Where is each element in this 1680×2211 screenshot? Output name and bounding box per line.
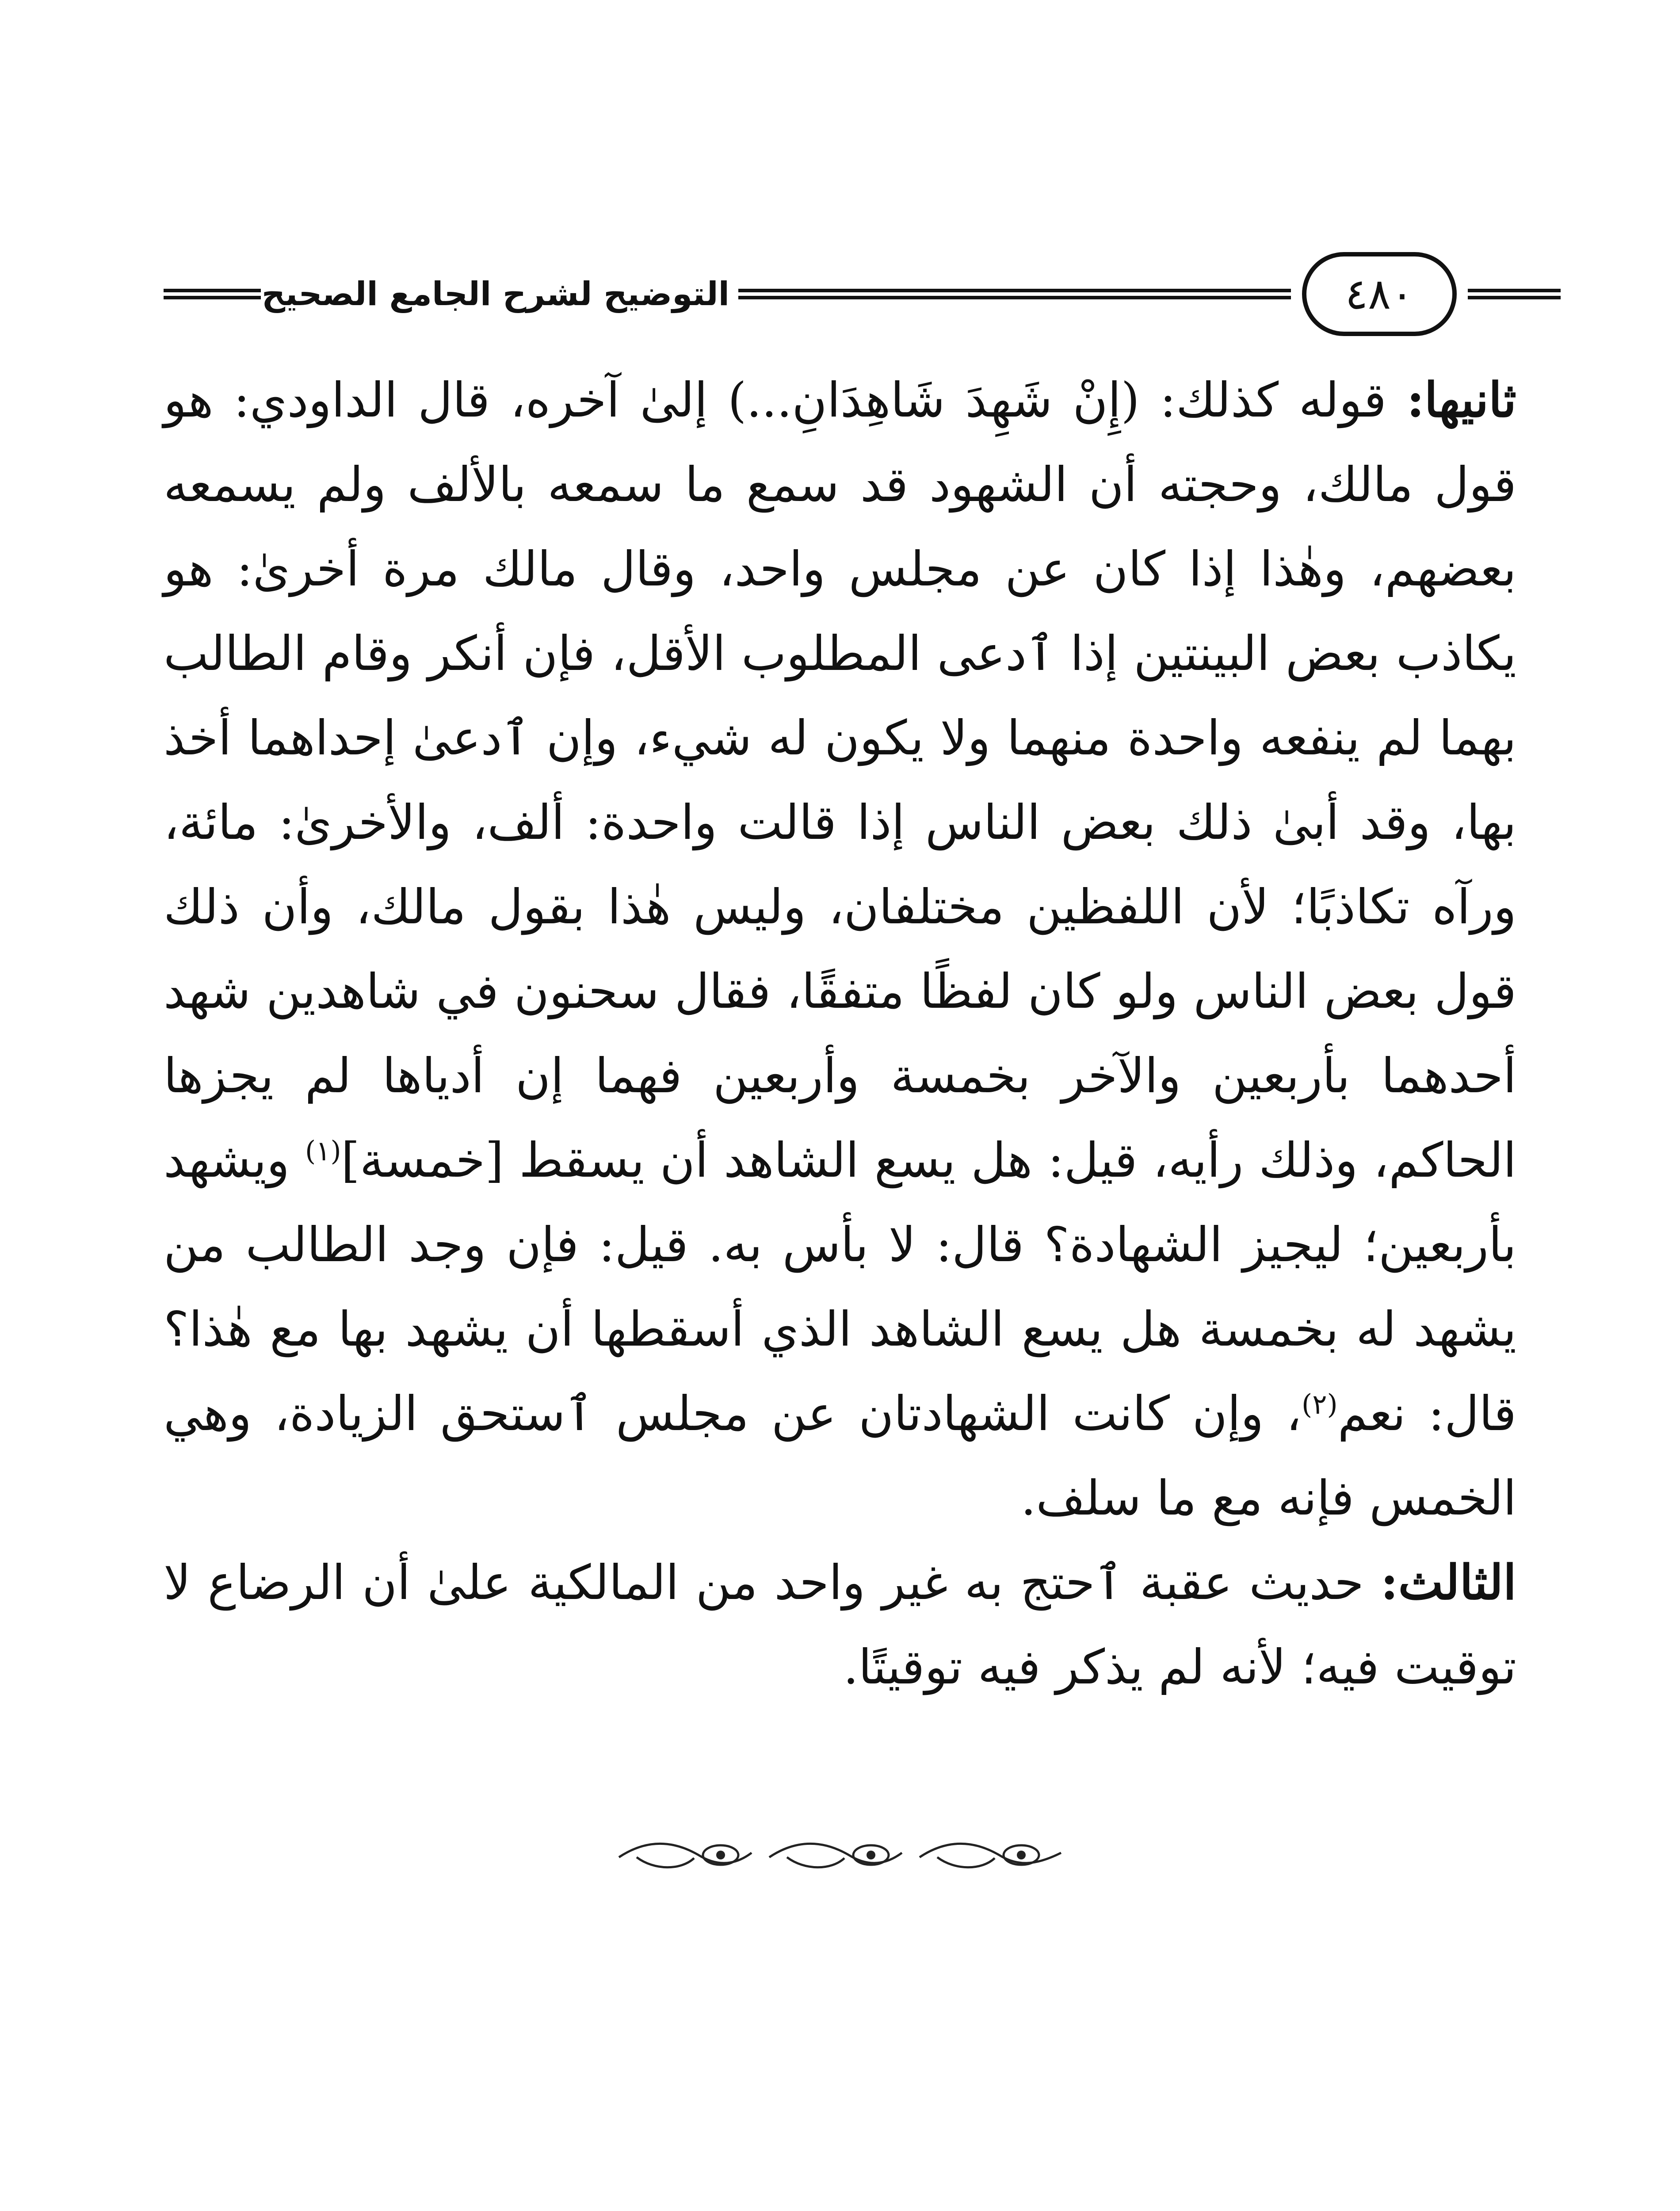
header-rule-left <box>164 289 261 299</box>
main-text <box>164 358 1516 1710</box>
page-header <box>164 252 1561 336</box>
paragraph-second <box>164 358 1516 1541</box>
running-title: التوضيح لشرح الجامع الصحيح <box>261 275 729 313</box>
floral-divider-icon <box>610 1831 1070 1879</box>
header-rule-right <box>1468 289 1561 299</box>
paragraph-text: حديث عقبة ٱحتج به غير واحد من المالكية علىٰ أن الرضاع لا توقيت فيه؛ لأنه لم يذكر فيه توقيتًا. <box>164 1555 1516 1695</box>
paragraph-text-end: ، وإن كانت الشهادتان عن مجلس ٱستحق الزيادة، وهي الخمس فإنه مع ما سلف. <box>164 1386 1516 1526</box>
page-number: ٤٨٠ <box>1302 252 1457 336</box>
footnote-ref-2: (٢) <box>1301 1388 1338 1420</box>
paragraph-lead: الثالث: <box>1380 1555 1516 1610</box>
paragraph-lead: ثانيها: <box>1406 372 1516 428</box>
header-rule-middle <box>738 289 1291 299</box>
paragraph-text-continued: ويشهد بأربعين؛ ليجيز الشهادة؟ قال: لا بأس به. قيل: فإن وجد الطالب من يشهد له بخمسة هل يسع الشاهد الذي أسقطها أن يشهد بها مع هٰذا؟ قال: نعم <box>164 1133 1516 1442</box>
paragraph-third <box>164 1541 1516 1710</box>
footnote-ref-1: (١) <box>305 1135 341 1167</box>
paragraph-text: قوله كذلك: (إِنْ شَهِدَ شَاهِدَانِ...) إلىٰ آخره، قال الداودي: هو قول مالك، وحجته أن الشهود قد سمع ما سمعه بالألف ولم يسمعه بعضهم، وهٰذا إذا كان عن مجلس واحد، وقال مالك مرة أخرىٰ: هو يكاذب بعض البينتين إذا ٱدعى المطلوب الأقل، فإن أنكر وقام الطالب بهما لم ينفعه واحدة منهما ولا يكون له شيء، وإن ٱدعىٰ إحداهما أخذ بها، وقد أبىٰ ذلك بعض الناس إذا قالت واحدة: ألف، والأخرىٰ: مائة، ورآه تكاذبًا؛ لأن اللفظين مختلفان، وليس هٰذا بقول مالك، وأن ذلك قول بعض الناس ولو كان لفظًا متفقًا، فقال سحنون في شاهدين شهد أحدهما بأربعين والآخر بخمسة وأربعين فهما إن أدياها لم يجزها الحاكم، وذلك رأيه، قيل: هل يسع الشاهد أن يسقط [خمسة] <box>164 373 1517 1188</box>
